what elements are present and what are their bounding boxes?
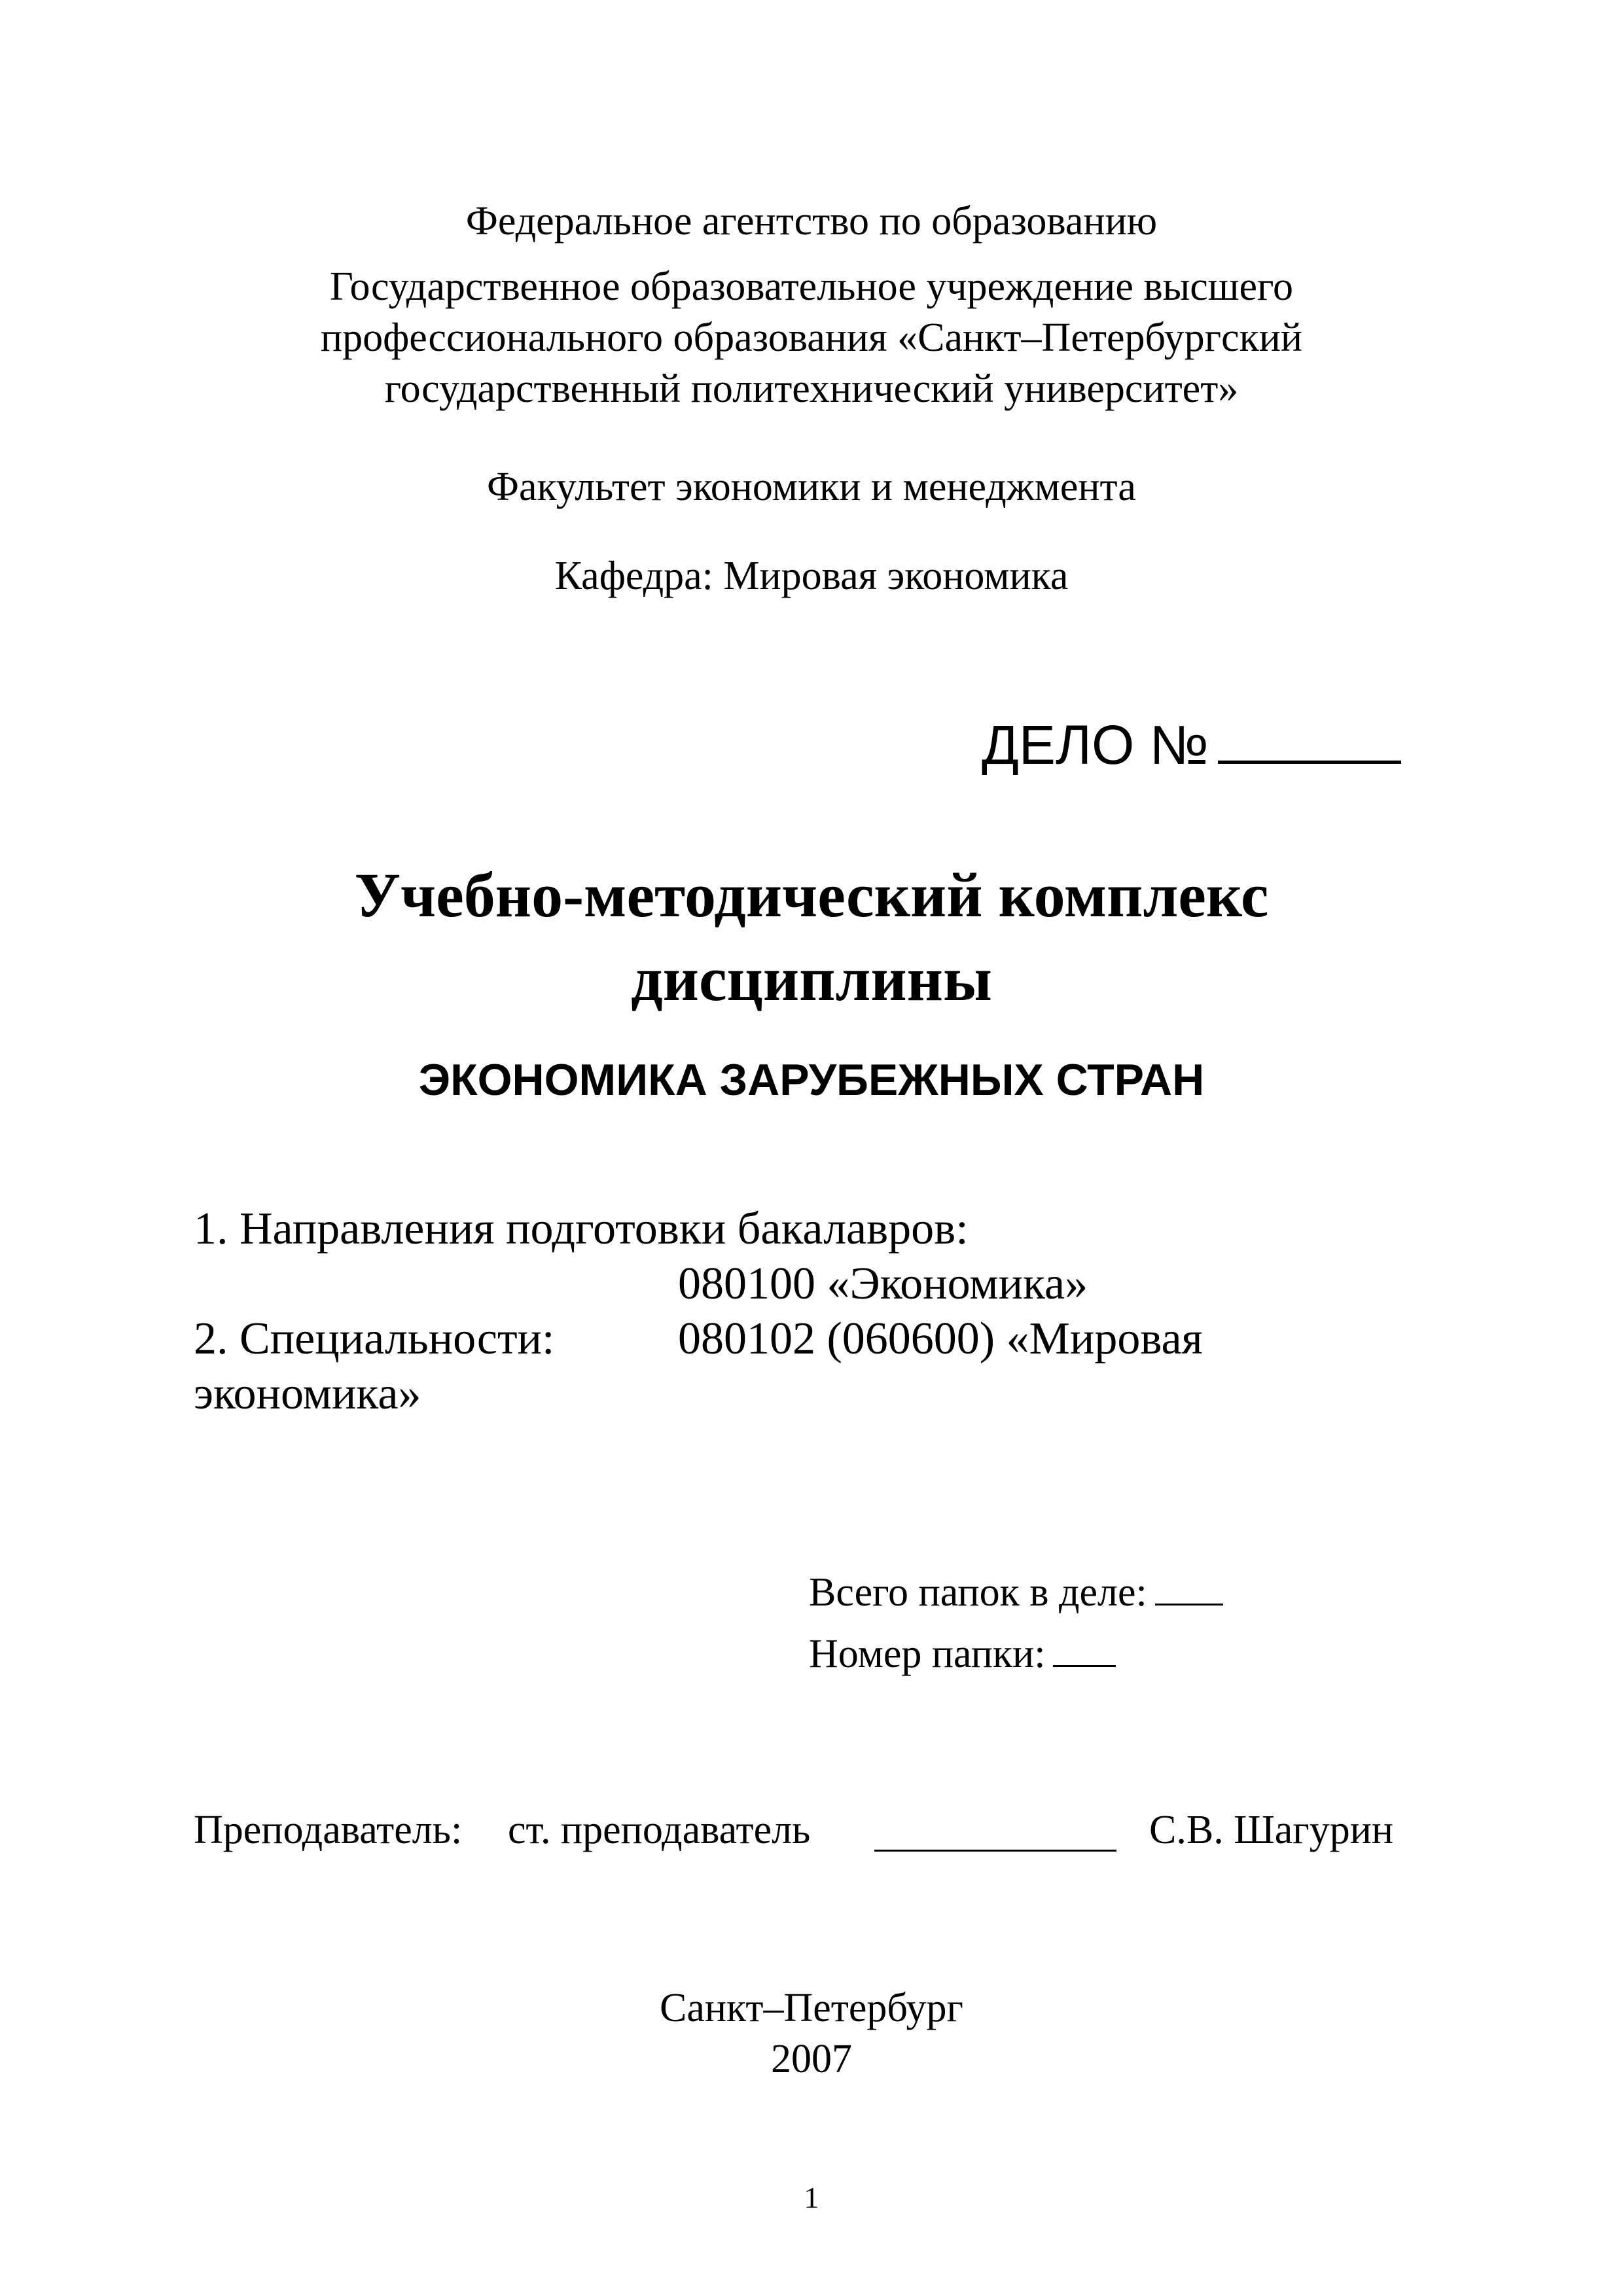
city: Санкт–Петербург [660,1986,963,2030]
institution-line-2: профессионального образования «Санкт–Петербургский [320,315,1303,360]
institution-line-1: Государственное образовательное учреждение высшего [330,264,1293,309]
year: 2007 [771,2037,852,2081]
total-folders [809,1566,1223,1617]
agency-name: Федеральное агентство по образованию [465,199,1158,243]
specialty-item-2-continuation: экономика» [194,1369,421,1419]
direction-item-1-value: 080100 «Экономика» [678,1259,1088,1309]
specialty-item-2-label: 2. Специальности: [194,1314,555,1364]
signature-blank [874,1806,1116,1852]
subject-title: ЭКОНОМИКА ЗАРУБЕЖНЫХ СТРАН [418,1055,1205,1105]
case-number-label: ДЕЛО № [982,714,1209,776]
teacher-position: ст. преподаватель [508,1808,811,1852]
department-name: Кафедра: Мировая экономика [554,554,1069,598]
total-folders-label: Всего папок в деле: [809,1570,1147,1615]
total-folders-blank [1155,1566,1223,1605]
folder-number-label: Номер папки: [809,1632,1046,1676]
faculty-name: Факультет экономики и менеджмента [487,465,1136,509]
page-number: 1 [804,2181,819,2214]
title-line-2: дисциплины [631,944,992,1014]
institution-line-3: государственный политехнический университет» [384,367,1239,411]
title-line-1: Учебно-методический комплекс [354,860,1269,930]
direction-item-1-label: 1. Направления подготовки бакалавров: [194,1204,969,1254]
case-number [982,711,1401,778]
teacher-name: С.В. Шагурин [1149,1808,1394,1852]
case-number-blank [1218,711,1401,764]
folder-number-blank [1053,1627,1116,1667]
specialty-item-2-value: 080102 (060600) «Мировая [678,1314,1203,1364]
teacher-label: Преподаватель: [194,1808,463,1852]
folder-number [809,1627,1116,1679]
